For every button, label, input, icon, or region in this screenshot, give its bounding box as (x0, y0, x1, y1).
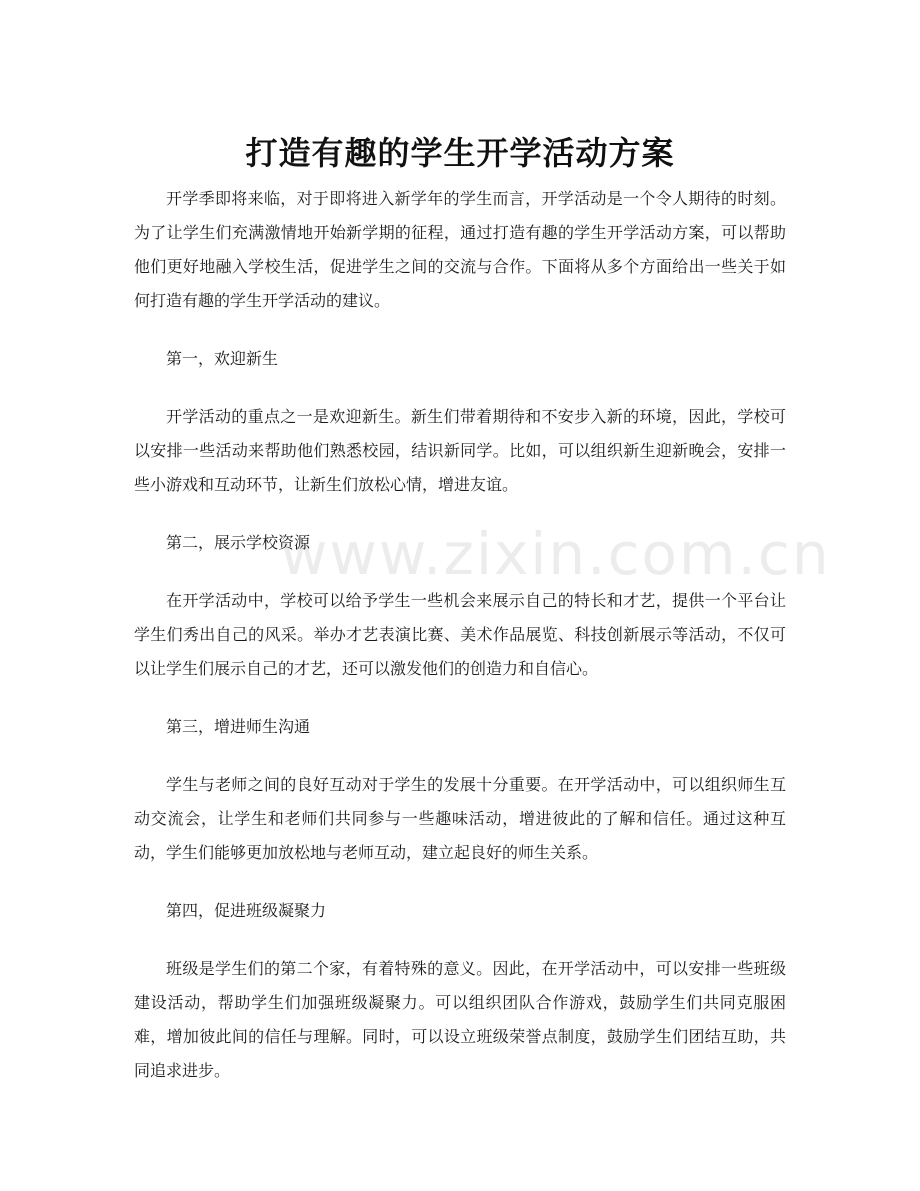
watermark-text: www.zixin.com.cn (280, 520, 831, 588)
section-heading-3: 第三，增进师生沟通 (166, 717, 311, 736)
section-heading-4: 第四，促进班级凝聚力 (166, 901, 327, 920)
intro-paragraph: 开学季即将来临，对于即将进入新学年的学生而言，开学活动是一个令人期待的时刻。为了让学生们充满激情地开始新学期的征程，通过打造有趣的学生开学活动方案，可以帮助他们更好地融入学校生活，促进学生之间的交流与合作。下面将从多个方面给出一些关于如何打造有趣的学生开学活动的建议。 (134, 189, 786, 310)
page-title: 打造有趣的学生开学活动方案 (245, 134, 675, 173)
section-heading-1: 第一，欢迎新生 (166, 349, 279, 368)
section-paragraph-3: 学生与老师之间的良好互动对于学生的发展十分重要。在开学活动中，可以组织师生互动交流会，让学生和老师们共同参与一些趣味活动，增进彼此的了解和信任。通过这种互动，学生们能够更加放松地与老师互动，建立起良好的师生关系。 (134, 775, 786, 862)
section-heading-2: 第二，展示学校资源 (166, 533, 311, 552)
section-paragraph-1: 开学活动的重点之一是欢迎新生。新生们带着期待和不安步入新的环境，因此，学校可以安排一些活动来帮助他们熟悉校园，结识新同学。比如，可以组织新生迎新晚会，安排一些小游戏和互动环节，让新生们放松心情，增进友谊。 (134, 407, 786, 494)
section-paragraph-4: 班级是学生们的第二个家，有着特殊的意义。因此，在开学活动中，可以安排一些班级建设活动，帮助学生们加强班级凝聚力。可以组织团队合作游戏，鼓励学生们共同克服困难，增加彼此间的信任与理解。同时，可以设立班级荣誉点制度，鼓励学生们团结互助，共同追求进步。 (134, 959, 786, 1080)
document-body (134, 182, 786, 1112)
section-paragraph-2: 在开学活动中，学校可以给予学生一些机会来展示自己的特长和才艺，提供一个平台让学生们秀出自己的风采。举办才艺表演比赛、美术作品展览、科技创新展示等活动，不仅可以让学生们展示自己的才艺，还可以激发他们的创造力和自信心。 (134, 591, 786, 678)
